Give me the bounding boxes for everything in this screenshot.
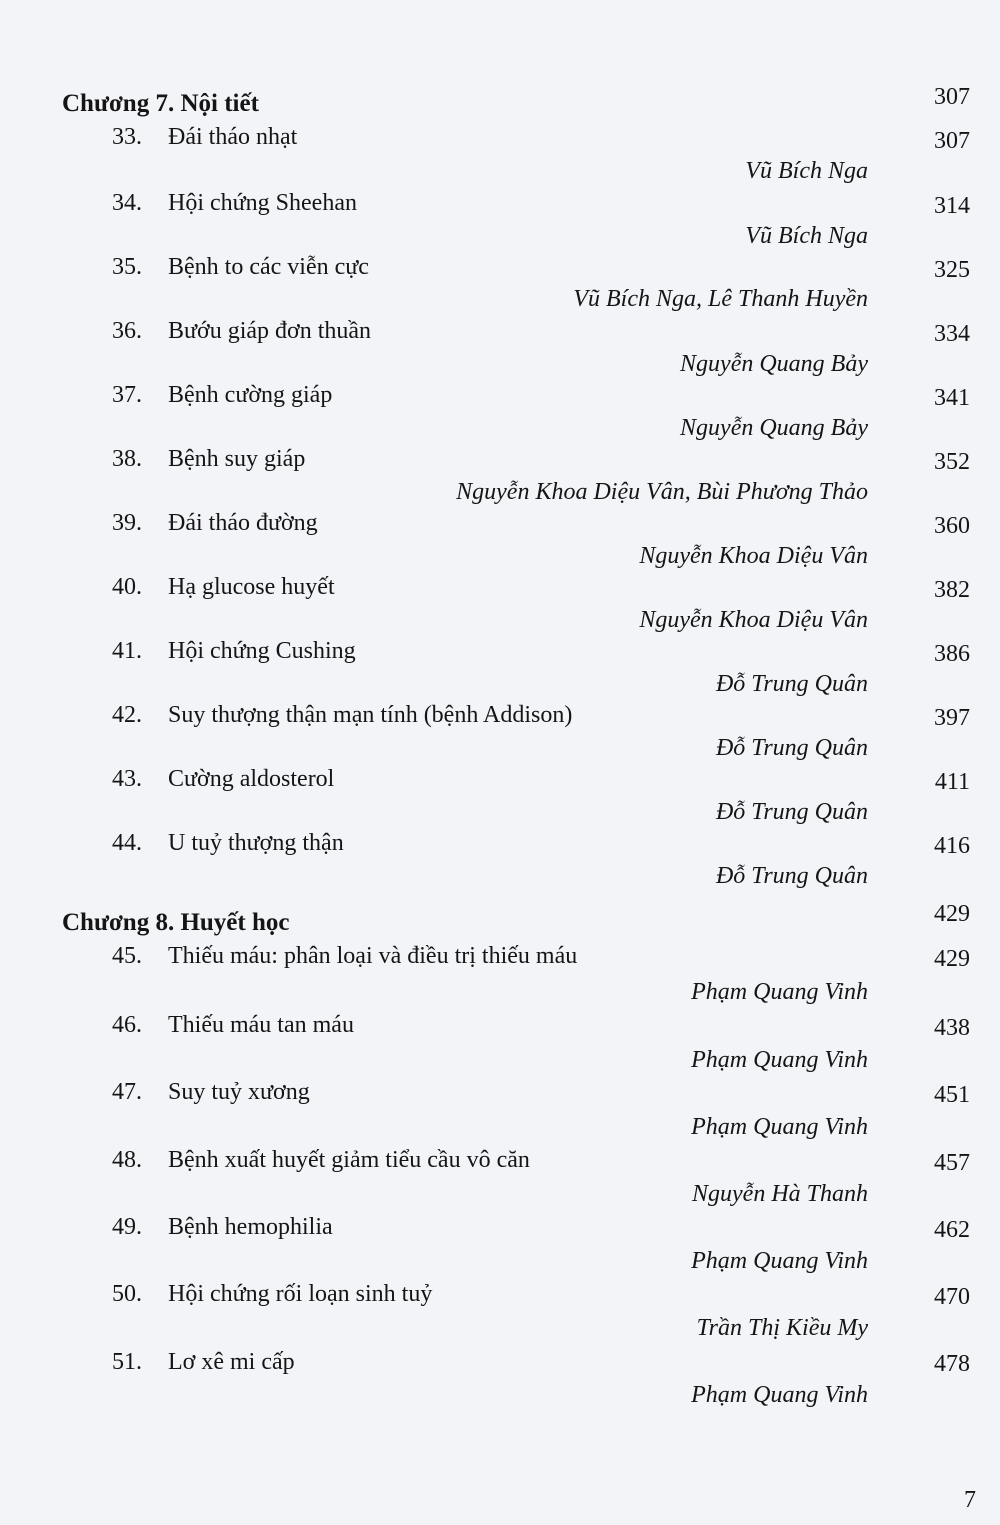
entry-number: 44. <box>112 830 142 856</box>
entry-title: Lơ xê mi cấp <box>168 1349 295 1375</box>
entry-page: 470 <box>934 1284 970 1310</box>
entry-author: Đỗ Trung Quân <box>715 863 868 889</box>
entry-author: Phạm Quang Vinh <box>691 1114 868 1140</box>
entry-title: Hạ glucose huyết <box>168 574 335 600</box>
entry-author: Trần Thị Kiều My <box>696 1315 868 1341</box>
entry-title: Hội chứng Cushing <box>168 638 356 664</box>
entry-page: 325 <box>934 257 970 283</box>
entry-author: Vũ Bích Nga, Lê Thanh Huyền <box>573 286 868 312</box>
entry-number: 36. <box>112 318 142 344</box>
entry-number: 35. <box>112 254 142 280</box>
entry-page: 314 <box>934 193 970 219</box>
entry-author: Phạm Quang Vinh <box>691 1248 868 1274</box>
entry-number: 51. <box>112 1349 142 1375</box>
entry-number: 39. <box>112 510 142 536</box>
entry-title: Thiếu máu: phân loại và điều trị thiếu máu <box>168 943 578 969</box>
entry-number: 46. <box>112 1012 142 1038</box>
entry-page: 438 <box>934 1015 970 1041</box>
entry-author: Phạm Quang Vinh <box>691 979 868 1005</box>
entry-number: 48. <box>112 1147 142 1173</box>
entry-page: 334 <box>934 321 970 347</box>
entry-page: 478 <box>934 1351 970 1377</box>
entry-page: 360 <box>934 513 970 539</box>
entry-title: Bướu giáp đơn thuần <box>168 318 372 344</box>
entry-title: Hội chứng rối loạn sinh tuỷ <box>168 1281 433 1307</box>
entry-author: Đỗ Trung Quân <box>715 799 868 825</box>
entry-title: Thiếu máu tan máu <box>168 1012 354 1038</box>
page-number: 7 <box>964 1487 976 1513</box>
entry-number: 37. <box>112 382 142 408</box>
entry-page: 386 <box>934 641 970 667</box>
entry-title: Suy thượng thận mạn tính (bệnh Addison) <box>168 702 573 728</box>
entry-title: U tuỷ thượng thận <box>168 830 344 856</box>
chapter-page-number: 307 <box>934 84 970 110</box>
entry-author: Vũ Bích Nga <box>745 223 868 249</box>
entry-page: 457 <box>934 1150 970 1176</box>
chapter-page-number: 429 <box>934 901 970 927</box>
entry-number: 33. <box>112 124 142 150</box>
entry-title: Bệnh hemophilia <box>168 1214 333 1240</box>
entry-number: 40. <box>112 574 142 600</box>
entry-number: 42. <box>112 702 142 728</box>
entry-author: Nguyễn Hà Thanh <box>692 1181 868 1207</box>
entry-title: Bệnh suy giáp <box>168 446 306 472</box>
entry-title: Bệnh to các viễn cực <box>168 254 369 280</box>
entry-number: 43. <box>112 766 142 792</box>
entry-author: Đỗ Trung Quân <box>715 735 868 761</box>
entry-number: 38. <box>112 446 142 472</box>
entry-title: Bệnh cường giáp <box>168 382 333 408</box>
entry-author: Nguyễn Khoa Diệu Vân, Bùi Phương Thảo <box>456 479 868 505</box>
entry-author: Nguyễn Quang Bảy <box>680 351 868 377</box>
entry-title: Đái tháo đường <box>168 510 318 536</box>
entry-author: Nguyễn Khoa Diệu Vân <box>639 607 868 633</box>
entry-title: Cường aldosterol <box>168 766 335 792</box>
entry-title: Suy tuỷ xương <box>168 1079 310 1105</box>
entry-number: 45. <box>112 943 142 969</box>
entry-title: Bệnh xuất huyết giảm tiểu cầu vô căn <box>168 1147 530 1173</box>
entry-author: Vũ Bích Nga <box>745 158 868 184</box>
entry-number: 34. <box>112 190 142 216</box>
entry-author: Nguyễn Khoa Diệu Vân <box>639 543 868 569</box>
entry-number: 41. <box>112 638 142 664</box>
entry-author: Nguyễn Quang Bảy <box>680 415 868 441</box>
entry-author: Phạm Quang Vinh <box>691 1047 868 1073</box>
entry-title: Đái tháo nhạt <box>168 124 298 150</box>
chapter-heading: Chương 7. Nội tiết <box>62 90 259 117</box>
entry-author: Đỗ Trung Quân <box>715 671 868 697</box>
entry-page: 462 <box>934 1217 970 1243</box>
entry-number: 50. <box>112 1281 142 1307</box>
entry-number: 49. <box>112 1214 142 1240</box>
entry-page: 397 <box>934 705 970 731</box>
entry-page: 416 <box>934 833 970 859</box>
entry-number: 47. <box>112 1079 142 1105</box>
entry-author: Phạm Quang Vinh <box>691 1382 868 1408</box>
entry-page: 382 <box>934 577 970 603</box>
entry-page: 307 <box>934 128 970 154</box>
entry-page: 429 <box>934 946 970 972</box>
entry-page: 341 <box>934 385 970 411</box>
entry-title: Hội chứng Sheehan <box>168 190 357 216</box>
chapter-heading: Chương 8. Huyết học <box>62 909 290 936</box>
entry-page: 411 <box>934 769 970 795</box>
entry-page: 451 <box>934 1082 970 1108</box>
entry-page: 352 <box>934 449 970 475</box>
